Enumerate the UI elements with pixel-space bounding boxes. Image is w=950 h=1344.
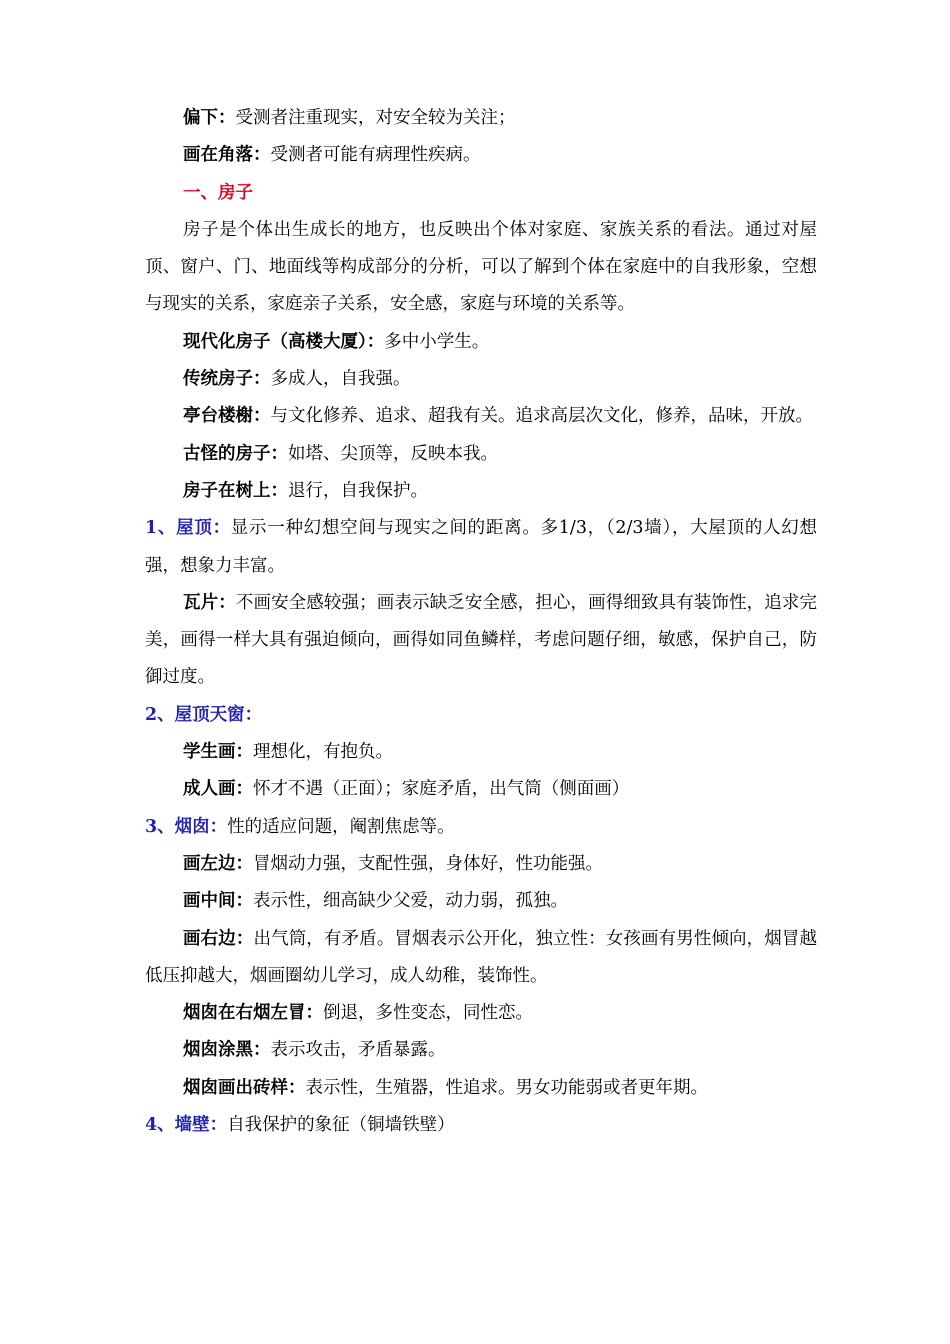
term-label: 画在角落： — [183, 145, 271, 166]
term-label: 古怪的房子： — [183, 443, 288, 464]
term-text: 表示性，生殖器，性追求。男女功能弱或者更年期。 — [305, 1077, 708, 1098]
term-label: 成人画： — [183, 779, 253, 800]
term-label: 瓦片： — [183, 592, 236, 613]
term-text: 多中小学生。 — [384, 331, 490, 352]
heading-skylight — [145, 697, 817, 734]
paragraph-modern-house — [145, 324, 817, 361]
paragraph-chimney-left — [145, 846, 817, 883]
document-body — [145, 100, 817, 1144]
term-text: 出气筒，有矛盾。冒烟表示公开化，独立性：女孩画有男性倾向，烟冒越低压抑越大，烟画圈幼儿学习，成人幼稚，装饰性。 — [145, 928, 818, 986]
section-heading-house — [145, 175, 817, 212]
term-label: 亭台楼榭： — [183, 406, 271, 427]
paragraph-chimney-right — [145, 921, 817, 996]
heading-label: 1、屋顶： — [145, 518, 231, 539]
heading-wall — [145, 1107, 817, 1144]
body-text: 房子是个体出生成长的地方，也反映出个体对家庭、家族关系的看法。通过对屋顶、窗户、门、地面线等构成部分的分析，可以了解到个体在家庭中的自我形象，空想与现实的关系，家庭亲子关系，安全感，家庭与环境的关系等。 — [145, 219, 817, 315]
heading-label: 2、屋顶天窗： — [145, 704, 263, 725]
term-text: 多成人，自我强。 — [270, 369, 411, 390]
term-text: 如塔、尖顶等，反映本我。 — [288, 443, 498, 464]
paragraph-strange-house — [145, 436, 817, 473]
heading-roof — [145, 510, 817, 585]
term-text: 不画安全感较强；画表示缺乏安全感，担心，画得细致具有装饰性，追求完美，画得一样大具有强迫倾向，画得如同鱼鳞样，考虑问题仔细，敏感，保护自己，防御过度。 — [145, 592, 817, 688]
section-title: 一、房子 — [183, 182, 253, 203]
term-text: 表示攻击，矛盾暴露。 — [270, 1040, 446, 1061]
term-label: 烟囱涂黑： — [183, 1040, 271, 1061]
heading-label: 4、墙壁： — [145, 1115, 228, 1136]
term-text: 表示性，细高缺少父爱，动力弱，孤独。 — [253, 891, 568, 912]
paragraph-house-intro — [145, 212, 817, 324]
term-label: 学生画： — [183, 742, 253, 763]
paragraph-chimney-right-smoke-left — [145, 995, 817, 1032]
term-text: 倒退，多性变态，同性恋。 — [323, 1003, 533, 1024]
paragraph-student-drawing — [145, 734, 817, 771]
term-label: 烟囱画出砖样： — [183, 1077, 306, 1098]
paragraph-house-on-tree — [145, 473, 817, 510]
paragraph-chimney-bricks — [145, 1070, 817, 1107]
paragraph-hua-zai-jiao-luo — [145, 137, 817, 174]
paragraph-traditional-house — [145, 361, 817, 398]
term-label: 房子在树上： — [183, 480, 288, 501]
term-text: 冒烟动力强，支配性强，身体好，性功能强。 — [253, 853, 603, 874]
heading-label: 3、烟囱： — [145, 816, 228, 837]
term-text: 受测者注重现实，对安全较为关注； — [235, 108, 516, 128]
term-label: 传统房子： — [183, 369, 271, 390]
term-label: 烟囱在右烟左冒： — [183, 1003, 323, 1024]
paragraph-chimney-blackened — [145, 1032, 817, 1069]
term-label: 画中间： — [183, 891, 253, 912]
heading-text: 性的适应问题，阉割焦虑等。 — [227, 816, 455, 837]
heading-text: 显示一种幻想空间与现实之间的距离。多1/3，（2/3墙），大屋顶的人幻想强，想象力丰富。 — [145, 518, 817, 576]
term-label: 画右边： — [183, 928, 254, 949]
paragraph-adult-drawing — [145, 771, 817, 808]
paragraph-chimney-middle — [145, 883, 817, 920]
term-label: 画左边： — [183, 853, 253, 874]
term-text: 退行，自我保护。 — [288, 480, 428, 501]
paragraph-pavilion — [145, 398, 817, 435]
paragraph-pian-xia — [145, 100, 817, 137]
term-text: 理想化，有抱负。 — [253, 742, 393, 763]
term-label: 现代化房子（高楼大厦）： — [183, 331, 385, 352]
term-text: 与文化修养、追求、超我有关。追求高层次文化，修养，品味，开放。 — [270, 406, 813, 427]
term-text: 怀才不遇（正面）；家庭矛盾，出气筒（侧面画） — [253, 779, 630, 800]
term-text: 受测者可能有病理性疾病。 — [270, 145, 481, 166]
heading-chimney — [145, 809, 817, 846]
paragraph-tiles — [145, 585, 817, 697]
term-label: 偏下： — [183, 108, 236, 128]
heading-text: 自我保护的象征（铜墙铁壁） — [227, 1115, 455, 1136]
